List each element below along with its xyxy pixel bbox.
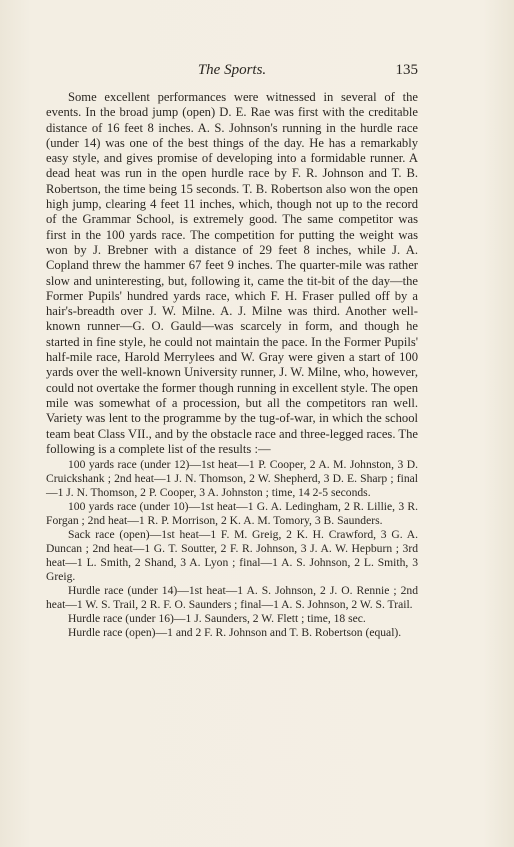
page-number: 135: [395, 62, 418, 78]
main-paragraph: Some excellent performances were witnessed in several of the events. In the broad jump (open) D. E. Rae was first with the creditable distance of 16 feet 8 inches. A. S. Johnson's running in the hurdle race (under 14) was one of the best things of the day. He has a remarkably easy style, and gives promise of developing into a formidable runner. A dead heat was run in the open hurdle race by F. R. Johnson and T. B. Robertson, the time being 15 seconds. T. B. Robertson also won the open high jump, clearing 4 feet 11 inches, which, though not up to the record of the Grammar School, is extremely good. The same competitor was first in the 100 yards race. The competition for putting the weight was won by J. Brebner with a distance of 29 feet 8 inches, while J. A. Copland threw the hammer 67 feet 9 inches. The quarter-mile was rather slow and uninteresting, but, following it, came the tit-bit of the day—the Former Pupils' hundred yards race, which F. H. Fraser pulled off by a hair's-breadth over J. W. Milne. A. J. Milne was third. Another well-known runner—G. O. Gauld—was scarcely in form, and though he started in fine style, he could not maintain the pace. In the Former Pupils' half-mile race, Harold Merrylees and W. Gray were given a start of 100 yards over the well-known University runner, J. W. Milne, who, however, could not overtake the former though running in excellent style. The open mile was somewhat of a procession, but all the competitors ran well. Variety was lent to the programme by the tug-of-war, in which the school team beat Class VII., and by the obstacle race and three-legged races. The following is a complete list of the results :—: [46, 90, 418, 456]
result-item: Hurdle race (open)—1 and 2 F. R. Johnson and T. B. Robertson (equal).: [68, 626, 402, 640]
result-item: Hurdle race (under 16)—1 J. Saunders, 2 W. Flett ; time, 18 sec.: [68, 612, 366, 626]
running-head: [46, 62, 418, 82]
results-list: [46, 458, 418, 640]
result-item: 100 yards race (under 10)—1st heat—1 G. A. Ledingham, 2 R. Lillie, 3 R. Forgan ; 2nd heat—1 R. P. Morrison, 2 K. A. M. Tomory, 3 B. Saunders.: [46, 500, 418, 528]
result-item: Hurdle race (under 14)—1st heat—1 A. S. Johnson, 2 J. O. Rennie ; 2nd heat—1 W. S. Trail, 2 R. F. O. Saunders ; final—1 A. S. Johnson, 2 W. S. Trail.: [46, 584, 418, 612]
result-item: 100 yards race (under 12)—1st heat—1 P. Cooper, 2 A. M. Johnston, 3 D. Cruickshank ; 2nd heat—1 J. N. Thomson, 2 W. Shepherd, 3 D. E. Sharp ; final—1 J. N. Thomson, 2 P. Cooper, 3 A. Johnston ; time, 14 2-5 seconds.: [46, 458, 418, 500]
body-text: [46, 90, 418, 640]
result-item: Sack race (open)—1st heat—1 F. M. Greig, 2 K. H. Crawford, 3 G. A. Duncan ; 2nd heat—1 G. T. Soutter, 2 F. R. Johnson, 3 J. A. W. Hepburn ; 3rd heat—1 L. Smith, 2 Shand, 3 A. Lyon ; final—1 A. S. Johnson, 2 L. Smith, 3 Greig.: [46, 528, 418, 584]
running-title: The Sports.: [197, 62, 267, 78]
